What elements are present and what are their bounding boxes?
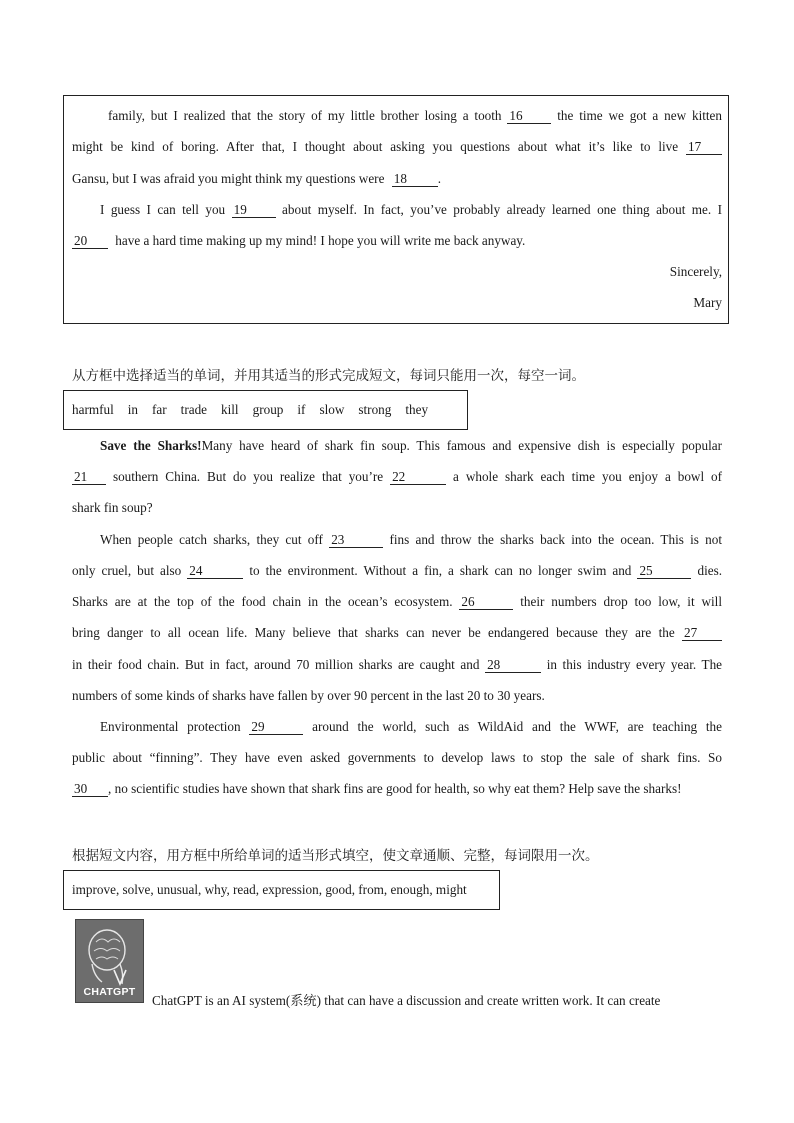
shark-line-5: [72, 562, 722, 580]
text: about myself. In fact, you’ve probably already learned one thing about me. I: [282, 202, 723, 217]
blank-21[interactable]: 21: [72, 470, 106, 485]
chatgpt-logo-image: [75, 919, 144, 1003]
shark-line-6: [72, 593, 722, 611]
section3-instruction: 根据短文内容，用方框中所给单词的适当形式填空，使文章通顺、完整，每词限用一次。: [72, 848, 599, 864]
text: have a hard time making up my mind! I hope you will write me back anyway.: [115, 233, 526, 248]
blank-19[interactable]: 19: [232, 203, 276, 218]
word-option: harmful: [72, 402, 114, 417]
chatgpt-line-1: ChatGPT is an AI system(系统) that can have a discussion and create written work. It can create: [152, 993, 661, 1008]
shark-line-4: [72, 531, 722, 549]
word-list: improve, solve, unusual, why, read, expression, good, from, enough, might: [72, 882, 467, 897]
text: Sharks are at the top of the food chain in the ocean’s ecosystem.: [72, 594, 453, 609]
shark-line-8: [72, 656, 722, 674]
text: bring danger to all ocean life. Many believe that sharks can never be endangered because they are the: [72, 625, 675, 640]
letter-line-5: [72, 232, 722, 250]
word-option: kill: [221, 402, 239, 417]
word-option: trade: [180, 402, 208, 417]
word-option: in: [127, 402, 139, 417]
text: a whole shark each time you enjoy a bowl of: [453, 469, 723, 484]
letter-closing: Sincerely,: [669, 264, 722, 279]
shark-line-12: [72, 780, 722, 798]
text: Many have heard of shark fin soup. This famous and expensive dish is especially popular: [201, 438, 722, 453]
word-option: far: [152, 402, 167, 417]
shark-line-10: [72, 718, 722, 736]
letter-line-3: [72, 170, 722, 188]
shark-line-2: [72, 468, 722, 486]
blank-28[interactable]: 28: [485, 658, 541, 673]
text: When people catch sharks, they cut off: [100, 532, 323, 547]
word-box-section2: [63, 390, 468, 430]
logo-label: CHATGPT: [83, 986, 136, 998]
text: the time we got a new kitten: [557, 108, 723, 123]
word-option: group: [252, 402, 284, 417]
text: , no scientific studies have shown that shark fins are good for health, so why eat them? Help save the sharks!: [108, 781, 682, 796]
text: their numbers drop too low, it will: [520, 594, 722, 609]
text: in this industry every year. The: [546, 657, 723, 672]
blank-22[interactable]: 22: [390, 470, 446, 485]
shark-line-9: numbers of some kinds of sharks have fallen by over 90 percent in the last 20 to 30 years.: [72, 688, 545, 703]
blank-29[interactable]: 29: [249, 720, 303, 735]
passage-title: Save the Sharks!: [100, 438, 202, 453]
section2-instruction: 从方框中选择适当的单词，并用其适当的形式完成短文，每词只能用一次，每空一词。: [72, 368, 585, 384]
blank-18[interactable]: 18: [392, 172, 438, 187]
word-option: if: [297, 402, 306, 417]
text: only cruel, but also: [72, 563, 182, 578]
text: I guess I can tell you: [100, 202, 226, 217]
word-option: slow: [319, 402, 345, 417]
text: fins and throw the sharks back into the ocean. This is not: [389, 532, 723, 547]
blank-26[interactable]: 26: [459, 595, 513, 610]
text: around the world, such as WildAid and the WWF, are teaching the: [312, 719, 723, 734]
letter-line-2: [72, 138, 722, 156]
text: dies.: [697, 563, 723, 578]
blank-27[interactable]: 27: [682, 626, 722, 641]
letter-line-1: [72, 107, 722, 125]
text: .: [437, 171, 442, 186]
shark-line-1: [72, 437, 722, 455]
text: might be kind of boring. After that, I thought about asking you questions about what it’s like to live: [72, 139, 679, 154]
letter-signature: Mary: [693, 295, 722, 310]
head-silhouette-icon: [76, 924, 143, 986]
blank-23[interactable]: 23: [329, 533, 383, 548]
word-option: strong: [358, 402, 392, 417]
text: to the environment. Without a fin, a shark can no longer swim and: [249, 563, 632, 578]
blank-24[interactable]: 24: [187, 564, 243, 579]
blank-20[interactable]: 20: [72, 234, 108, 249]
shark-line-3: shark fin soup?: [72, 500, 153, 515]
blank-25[interactable]: 25: [637, 564, 691, 579]
text: Gansu, but I was afraid you might think my questions were: [72, 171, 385, 186]
text: southern China. But do you realize that you’re: [112, 469, 384, 484]
blank-30[interactable]: 30: [72, 782, 108, 797]
blank-16[interactable]: 16: [507, 109, 551, 124]
letter-line-4: [72, 201, 722, 219]
text: in their food chain. But in fact, around 70 million sharks are caught and: [72, 657, 480, 672]
text: Environmental protection: [100, 719, 241, 734]
word-box-section3: [63, 870, 500, 910]
word-option: they: [405, 402, 429, 417]
blank-17[interactable]: 17: [686, 140, 722, 155]
shark-line-7: [72, 624, 722, 642]
text: family, but I realized that the story of my little brother losing a tooth: [108, 108, 502, 123]
shark-line-11: public about “finning”. They have even asked governments to develop laws to stop the sale of shark fins. So: [72, 750, 722, 765]
